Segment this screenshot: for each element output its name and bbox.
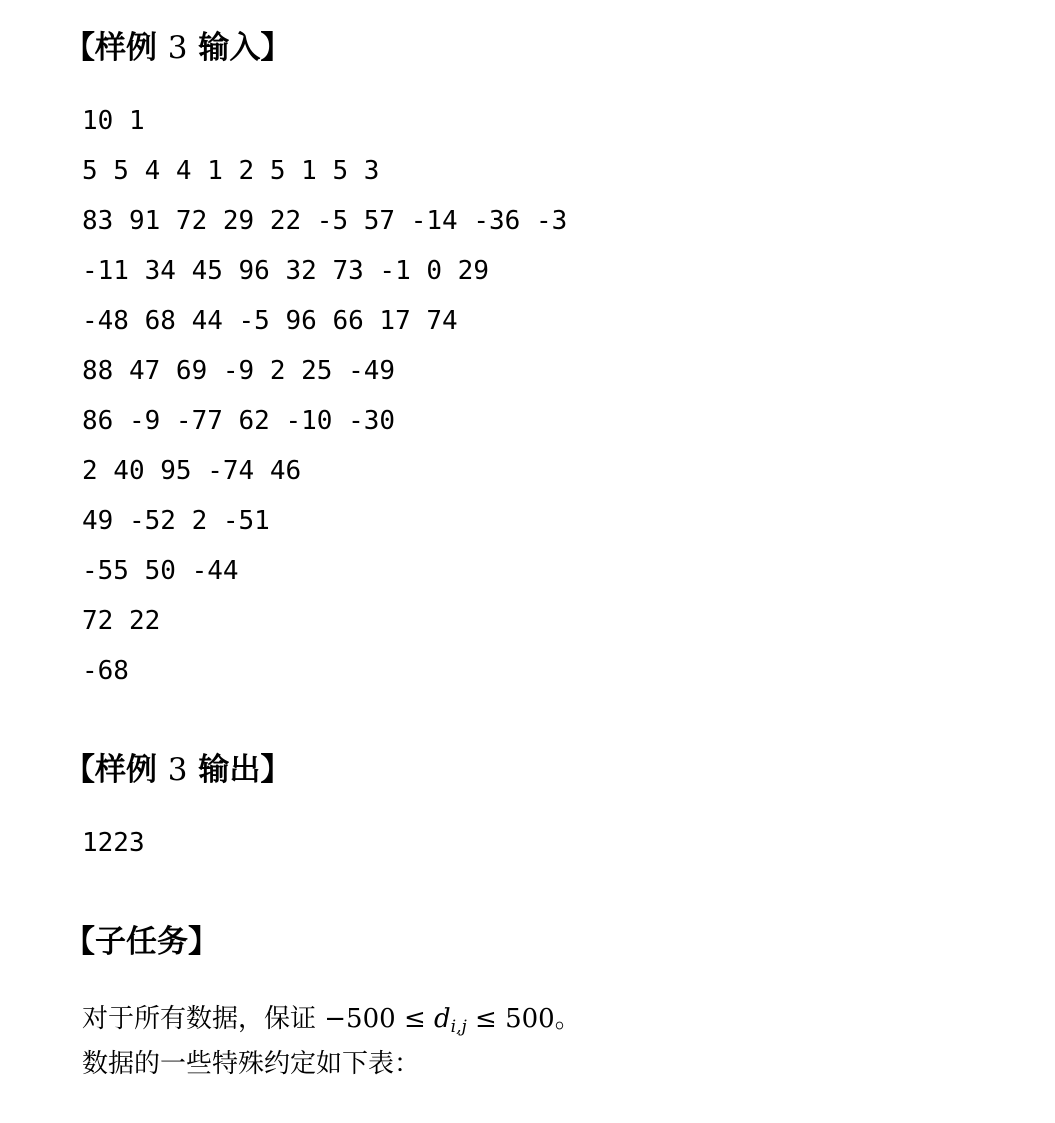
sample-output-heading: 【样例 3 输出】 — [64, 752, 292, 788]
code-line: 2 40 95 -74 46 — [82, 456, 302, 486]
code-line: -48 68 44 -5 96 66 17 74 — [82, 306, 458, 336]
sample-input-heading: 【样例 3 输入】 — [64, 30, 292, 66]
code-line: -11 34 45 96 32 73 -1 0 29 — [82, 256, 489, 286]
code-line: 10 1 — [82, 106, 145, 136]
code-line: 83 91 72 29 22 -5 57 -14 -36 -3 — [82, 206, 568, 236]
code-line: 86 -9 -77 62 -10 -30 — [82, 406, 396, 436]
constraint-line: 对于所有数据，保证 $-500 \le d_{i,j} \le 500$。 — [82, 1004, 581, 1037]
code-line: -55 50 -44 — [82, 556, 239, 586]
special-conventions-note: 数据的一些特殊约定如下表： — [82, 1049, 421, 1079]
subtasks-text — [82, 997, 581, 1087]
constraint-formula: $-500 \le d_{i,j} \le 500$ — [324, 1004, 555, 1037]
sample-input-block — [82, 96, 567, 696]
code-line: 72 22 — [82, 606, 161, 636]
sample-output-block — [82, 818, 145, 868]
code-line: -68 — [82, 656, 129, 686]
code-line: 1223 — [82, 828, 145, 858]
code-line: 5 5 4 4 1 2 5 1 5 3 — [82, 156, 380, 186]
code-line: 49 -52 2 -51 — [82, 506, 270, 536]
subtasks-heading: 【子任务】 — [64, 924, 219, 960]
code-line: 88 47 69 -9 2 25 -49 — [82, 356, 396, 386]
